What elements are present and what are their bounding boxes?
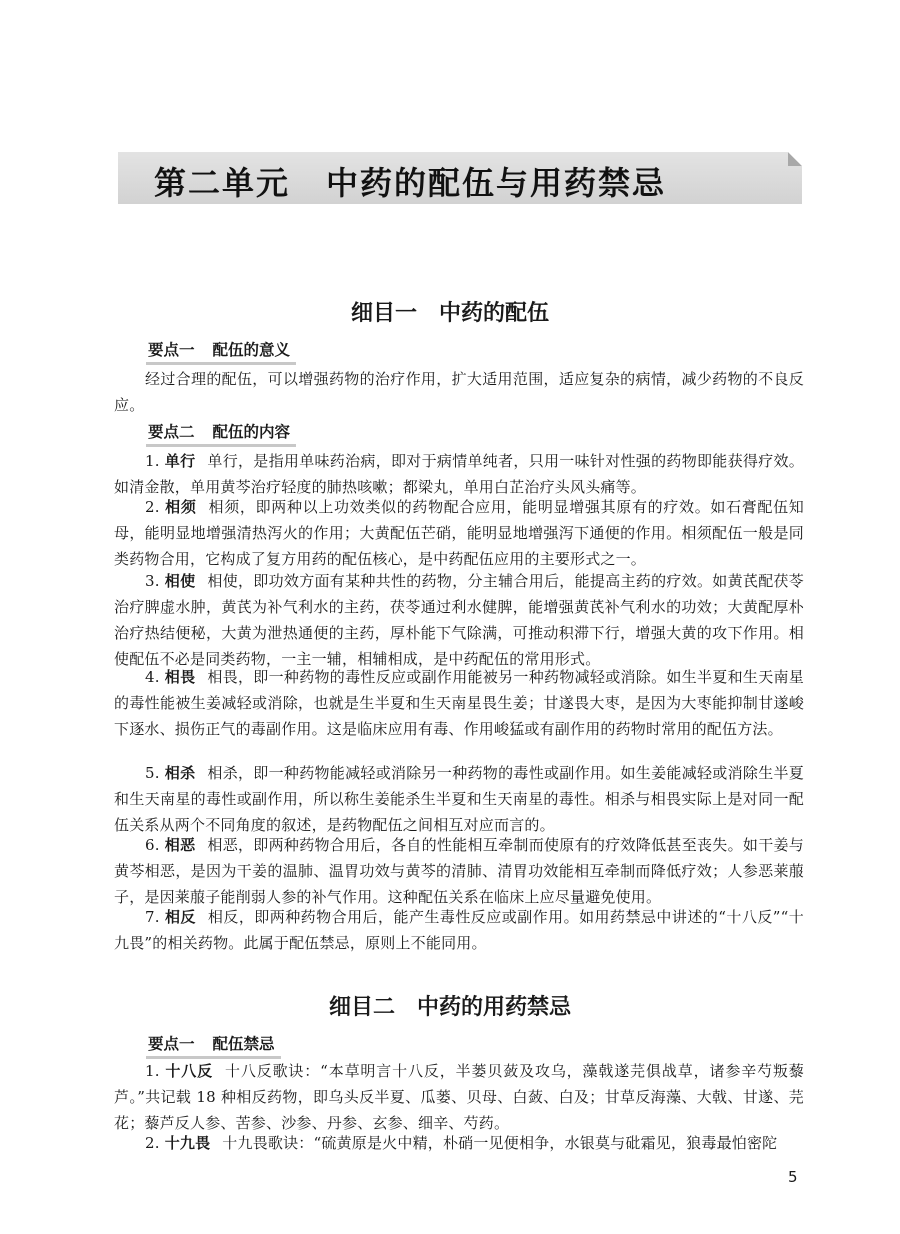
item-text: 相畏，即一种药物的毒性反应或副作用能被另一种药物减轻或消除。如生半夏和生天南星的毒性能被生姜减轻或消除，也就是生半夏和生天南星畏生姜；甘遂畏大枣，是因为大枣能抑制甘遂峻下逐水、损伤正气的毒副作用。这是临床应用有毒、作用峻猛或有副作用的药物时常用的配伍方法。 bbox=[114, 668, 805, 738]
item-term: 相须 bbox=[165, 498, 197, 516]
item-xiangfan bbox=[114, 904, 804, 956]
point-heading-1-2 bbox=[146, 420, 296, 447]
unit-title-text: 中药的配伍与用药禁忌 bbox=[326, 164, 667, 202]
item-xiangsha bbox=[114, 760, 804, 838]
section-title: 中药的用药禁忌 bbox=[417, 994, 572, 1020]
item-shijiuwei bbox=[114, 1130, 804, 1156]
item-text: 单行，是指用单味药治病，即对于病情单纯者，只用一味针对性强的药物即能获得疗效。如清金散，单用黄芩治疗轻度的肺热咳嗽；都梁丸，单用白芷治疗头风头痛等。 bbox=[114, 452, 805, 496]
item-number: 7. bbox=[145, 908, 160, 926]
point-title: 配伍禁忌 bbox=[212, 1035, 275, 1053]
page-number: 5 bbox=[788, 1168, 798, 1186]
point-label: 要点一 bbox=[148, 1035, 195, 1053]
item-xiangshi bbox=[114, 568, 804, 672]
item-number: 1. bbox=[145, 1062, 160, 1080]
item-term: 相恶 bbox=[164, 836, 196, 854]
item-term: 十八反 bbox=[165, 1062, 213, 1080]
section-label: 细目二 bbox=[328, 994, 395, 1020]
unit-banner bbox=[118, 152, 802, 204]
item-term: 单行 bbox=[164, 452, 196, 470]
section-title: 中药的配伍 bbox=[439, 300, 550, 326]
item-text: 十九畏歌诀：“硫黄原是火中精，朴硝一见便相争，水银莫与砒霜见，狼毒最怕密陀 bbox=[222, 1134, 778, 1152]
point-label: 要点一 bbox=[148, 341, 195, 359]
item-term: 相畏 bbox=[164, 668, 196, 686]
item-danxing bbox=[114, 448, 804, 500]
item-term: 相使 bbox=[164, 572, 196, 590]
item-number: 6. bbox=[145, 836, 160, 854]
section-heading-2 bbox=[0, 990, 900, 1021]
item-number: 1. bbox=[145, 452, 160, 470]
section-label: 细目一 bbox=[350, 300, 417, 326]
point-heading-1-1 bbox=[146, 338, 296, 365]
unit-title bbox=[154, 158, 666, 204]
point-label: 要点二 bbox=[148, 423, 195, 441]
section-heading-1 bbox=[0, 296, 900, 327]
item-text: 相恶，即两种药物合用后，各自的性能相互牵制而使原有的疗效降低甚至丧失。如干姜与黄芩相恶，是因为干姜的温肺、温胃功效与黄芩的清肺、清胃功效能相互牵制而降低疗效；人参恶莱菔子，是因莱菔子能削弱人参的补气作用。这种配伍关系在临床上应尽量避免使用。 bbox=[114, 836, 805, 906]
point-title: 配伍的内容 bbox=[212, 423, 291, 441]
unit-label: 第二单元 bbox=[154, 164, 291, 202]
point-heading-2-1 bbox=[146, 1032, 281, 1059]
item-number: 5. bbox=[145, 764, 160, 782]
item-xiangxu bbox=[114, 494, 804, 572]
item-term: 相反 bbox=[164, 908, 196, 926]
item-text: 相使，即功效方面有某种共性的药物，分主辅合用后，能提高主药的疗效。如黄芪配茯苓治疗脾虚水肿，黄芪为补气利水的主药，茯苓通过利水健脾，能增强黄芪补气利水的功效；大黄配厚朴治疗热结便秘，大黄为泄热通便的主药，厚朴能下气除满，可推动积滞下行，增强大黄的攻下作用。相使配伍不必是同类药物，一主一辅，相辅相成，是中药配伍的常用形式。 bbox=[114, 572, 805, 668]
item-text: 相须，即两种以上功效类似的药物配合应用，能明显增强其原有的疗效。如石膏配伍知母，能明显地增强清热泻火的作用；大黄配伍芒硝，能明显地增强泻下通便的作用。相须配伍一般是同类药物合用，它构成了复方用药的配伍核心，是中药配伍应用的主要形式之一。 bbox=[114, 498, 805, 568]
item-number: 4. bbox=[145, 668, 160, 686]
item-number: 2. bbox=[145, 498, 160, 516]
item-xiangwu bbox=[114, 832, 804, 910]
item-xiangwei bbox=[114, 664, 804, 742]
item-shibafan bbox=[114, 1058, 804, 1136]
item-text: 相杀，即一种药物能减轻或消除另一种药物的毒性或副作用。如生姜能减轻或消除生半夏和生天南星的毒性或副作用，所以称生姜能杀生半夏和生天南星的毒性。相杀与相畏实际上是对同一配伍关系从两个不同角度的叙述，是药物配伍之间相互对应而言的。 bbox=[114, 764, 805, 834]
item-text: 相反，即两种药物合用后，能产生毒性反应或副作用。如用药禁忌中讲述的“十八反”“十九畏”的相关药物。此属于配伍禁忌，原则上不能同用。 bbox=[114, 908, 804, 952]
item-text: 十八反歌诀：“本草明言十八反，半蒌贝蔹及攻乌，藻戟遂芫俱战草，诸参辛芍叛藜芦。”共记载 18 种相反药物，即乌头反半夏、瓜蒌、贝母、白蔹、白及；甘草反海藻、大戟、甘遂、芫花；藜芦反人参、苦参、沙参、丹参、玄参、细辛、芍药。 bbox=[114, 1062, 805, 1132]
point-title: 配伍的意义 bbox=[212, 341, 291, 359]
paragraph-significance: 经过合理的配伍，可以增强药物的治疗作用，扩大适用范围，适应复杂的病情，减少药物的不良反应。 bbox=[114, 370, 804, 414]
item-number: 3. bbox=[145, 572, 160, 590]
item-term: 十九畏 bbox=[164, 1134, 211, 1152]
item-term: 相杀 bbox=[164, 764, 196, 782]
item-number: 2. bbox=[145, 1134, 160, 1152]
